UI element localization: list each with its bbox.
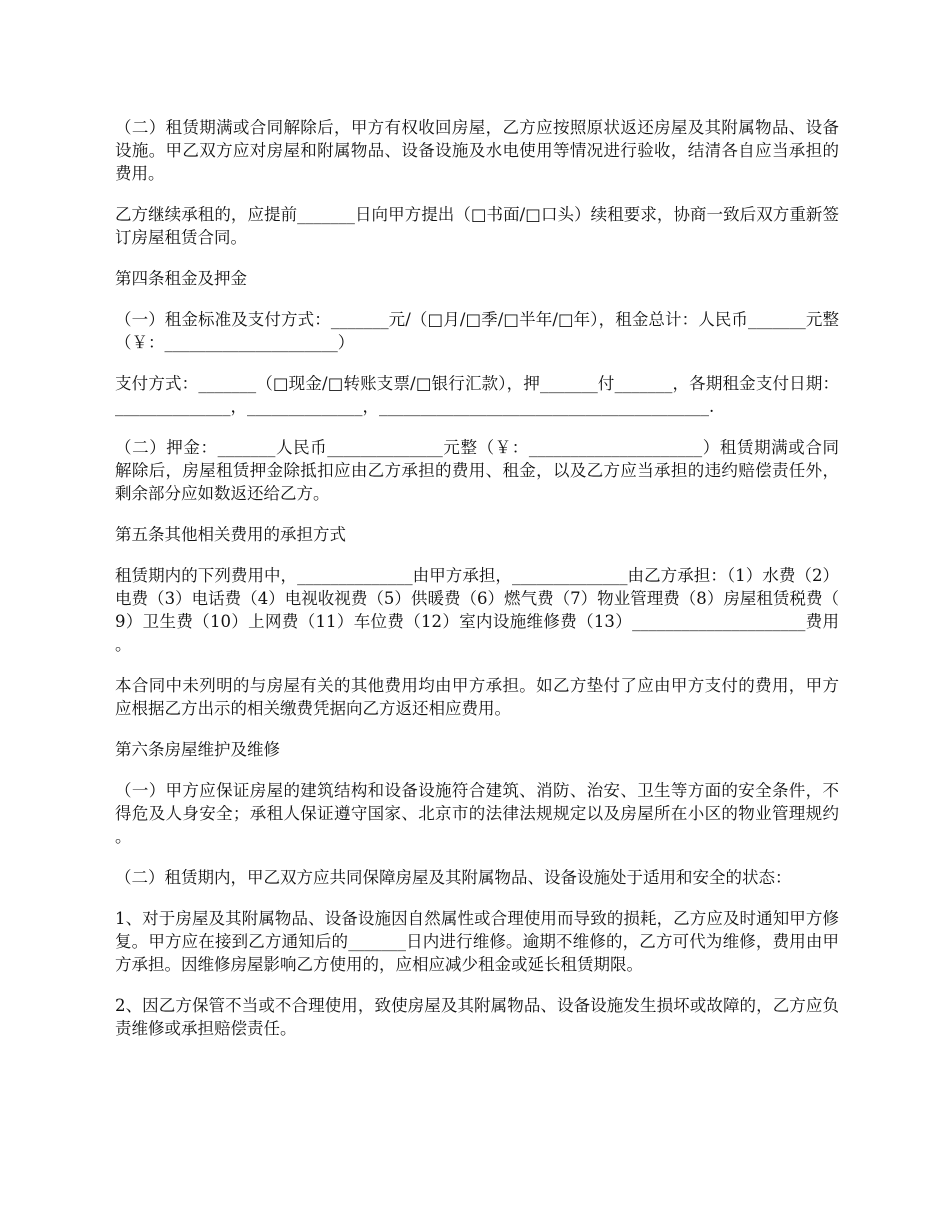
contract-page [115,116,839,1058]
maintenance-item-1: 1、对于房屋及其附属物品、设备设施因自然属性或合理使用而导致的损耗，乙方应及时通知甲方修复。甲方应在接到乙方通知后的_______日内进行维修。逾期不维修的，乙方可代为维修，费用由甲方承担。因维修房屋影响乙方使用的，应相应减少租金或延长租赁期限。 [115,909,839,974]
maintenance-intro-paragraph: （二）租赁期内，甲乙双方应共同保障房屋及其附属物品、设备设施处于适用和安全的状态： [115,868,792,887]
renewal-paragraph: 乙方继续承租的，应提前_______日向甲方提出（□书面/□口头）续租要求，协商一致后双方重新签订房屋租赁合同。 [115,205,839,247]
maintenance-item-2: 2、因乙方保管不当或不合理使用，致使房屋及其附属物品、设备设施发生损坏或故障的，乙方应负责维修或承担赔偿责任。 [115,996,839,1038]
article-6-heading: 第六条房屋维护及维修 [115,740,280,759]
other-fees-paragraph: 本合同中未列明的与房屋有关的其他费用均由甲方承担。如乙方垫付了应由甲方支付的费用，甲方应根据乙方出示的相关缴费凭据向乙方返还相应费用。 [115,676,839,718]
fees-list-paragraph: 租赁期内的下列费用中，______________由甲方承担，______________由乙方承担：（1）水费（2）电费（3）电话费（4）电视收视费（5）供暖费（6）燃气费（7）物业管理费（8）房屋租赁税费（9）卫生费（10）上网费（11）车位费（12）室内设施维修费（13）_____________________费用。 [115,566,839,654]
payment-method-paragraph: 支付方式：_______（□现金/□转账支票/□银行汇款），押_______付_______，各期租金支付日期：______________，______________，________________________________________. [115,374,839,416]
article-4-heading: 第四条租金及押金 [115,269,247,288]
article-5-heading: 第五条其他相关费用的承担方式 [115,525,346,544]
deposit-paragraph: （二）押金：_______人民币______________元整（￥：_____________________）租赁期满或合同解除后，房屋租赁押金除抵扣应由乙方承担的费用、租金，以及乙方应当承担的违约赔偿责任外，剩余部分应如数返还给乙方。 [115,438,839,503]
rent-standard-paragraph: （一）租金标准及支付方式：_______元/（□月/□季/□半年/□年），租金总计：人民币_______元整（￥：_____________________） [115,310,839,352]
safety-paragraph: （一）甲方应保证房屋的建筑结构和设备设施符合建筑、消防、治安、卫生等方面的安全条件，不得危及人身安全；承租人保证遵守国家、北京市的法律法规规定以及房屋所在小区的物业管理规约。 [115,781,839,846]
clause-paragraph: （二）租赁期满或合同解除后，甲方有权收回房屋，乙方应按照原状返还房屋及其附属物品、设备设施。甲乙双方应对房屋和附属物品、设备设施及水电使用等情况进行验收，结清各自应当承担的费用。 [115,118,839,183]
